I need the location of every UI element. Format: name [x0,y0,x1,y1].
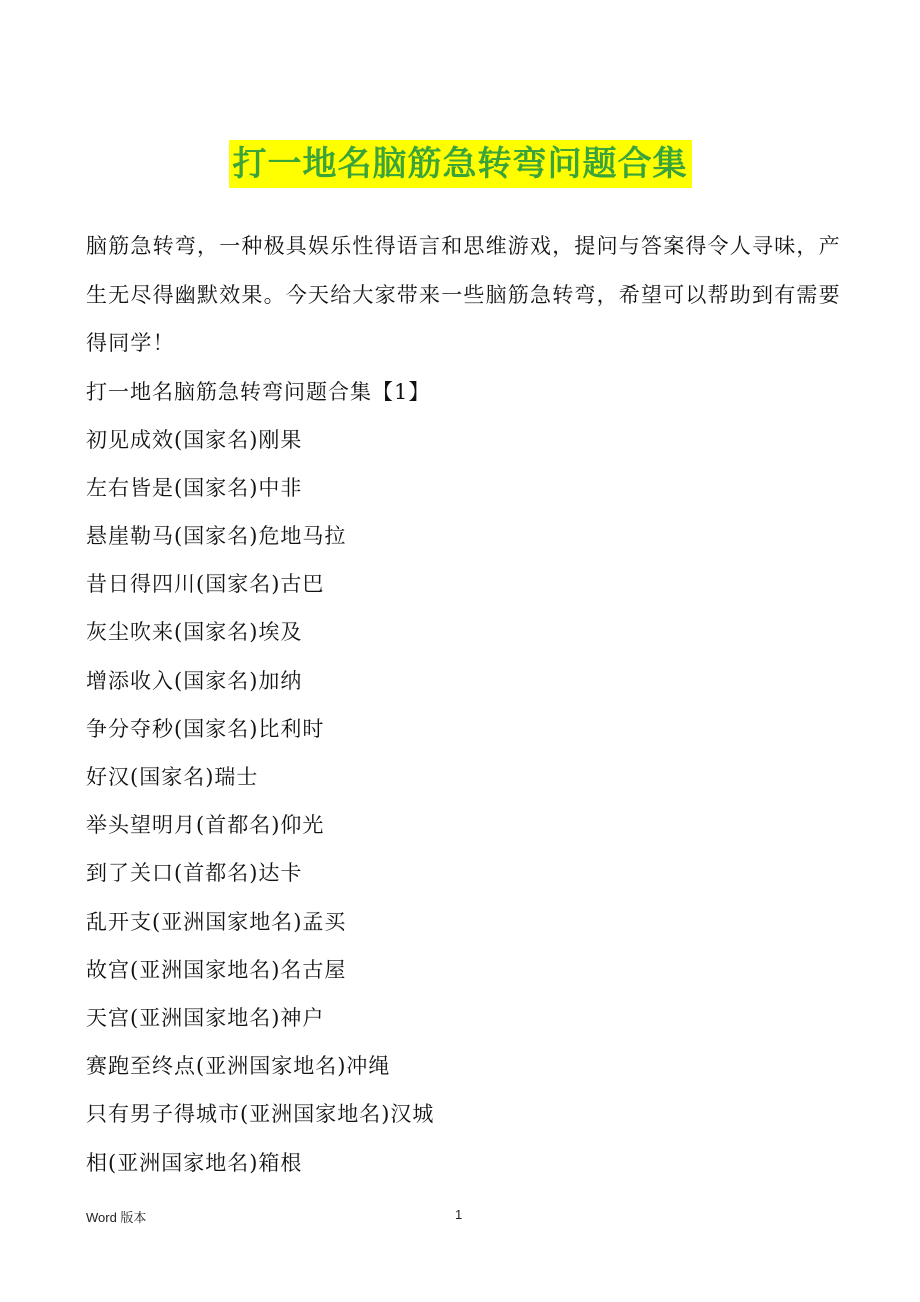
page-number: 1 [455,1207,463,1222]
riddle-line: 到了关口(首都名)达卡 [86,861,303,886]
riddle-line: 增添收入(国家名)加纳 [86,668,303,693]
riddle-line: 相(亚洲国家地名)箱根 [86,1150,303,1175]
section-heading: 打一地名脑筋急转弯问题合集【1】 [86,379,431,404]
riddle-line: 举头望明月(首都名)仰光 [86,813,325,838]
riddle-line: 只有男子得城市(亚洲国家地名)汉城 [86,1102,435,1127]
riddle-line: 好汉(国家名)瑞士 [86,765,259,789]
riddle-line: 悬崖勒马(国家名)危地马拉 [86,524,347,549]
riddle-line: 灰尘吹来(国家名)埃及 [86,620,303,645]
riddle-line: 赛跑至终点(亚洲国家地名)冲绳 [86,1054,391,1079]
riddle-list [86,368,856,1187]
riddle-line: 争分夺秒(国家名)比利时 [86,716,325,741]
footer-label: Word 版本 [86,1210,147,1225]
riddle-line: 故宫(亚洲国家地名)名古屋 [86,957,347,982]
riddle-line: 乱开支(亚洲国家地名)孟买 [86,909,347,934]
riddle-line: 昔日得四川(国家名)古巴 [86,572,325,597]
document-body [86,222,856,1187]
riddle-line: 左右皆是(国家名)中非 [86,475,303,500]
riddle-line: 初见成效(国家名)刚果 [86,427,303,452]
intro-paragraph: 脑筋急转弯，一种极具娱乐性得语言和思维游戏，提问与答案得令人寻味，产生无尽得幽默效果。今天给大家带来一些脑筋急转弯，希望可以帮助到有需要得同学！ [86,234,841,355]
riddle-line: 天宫(亚洲国家地名)神户 [86,1005,325,1030]
title-container [0,140,920,188]
document-title: 打一地名脑筋急转弯问题合集 [229,140,692,188]
